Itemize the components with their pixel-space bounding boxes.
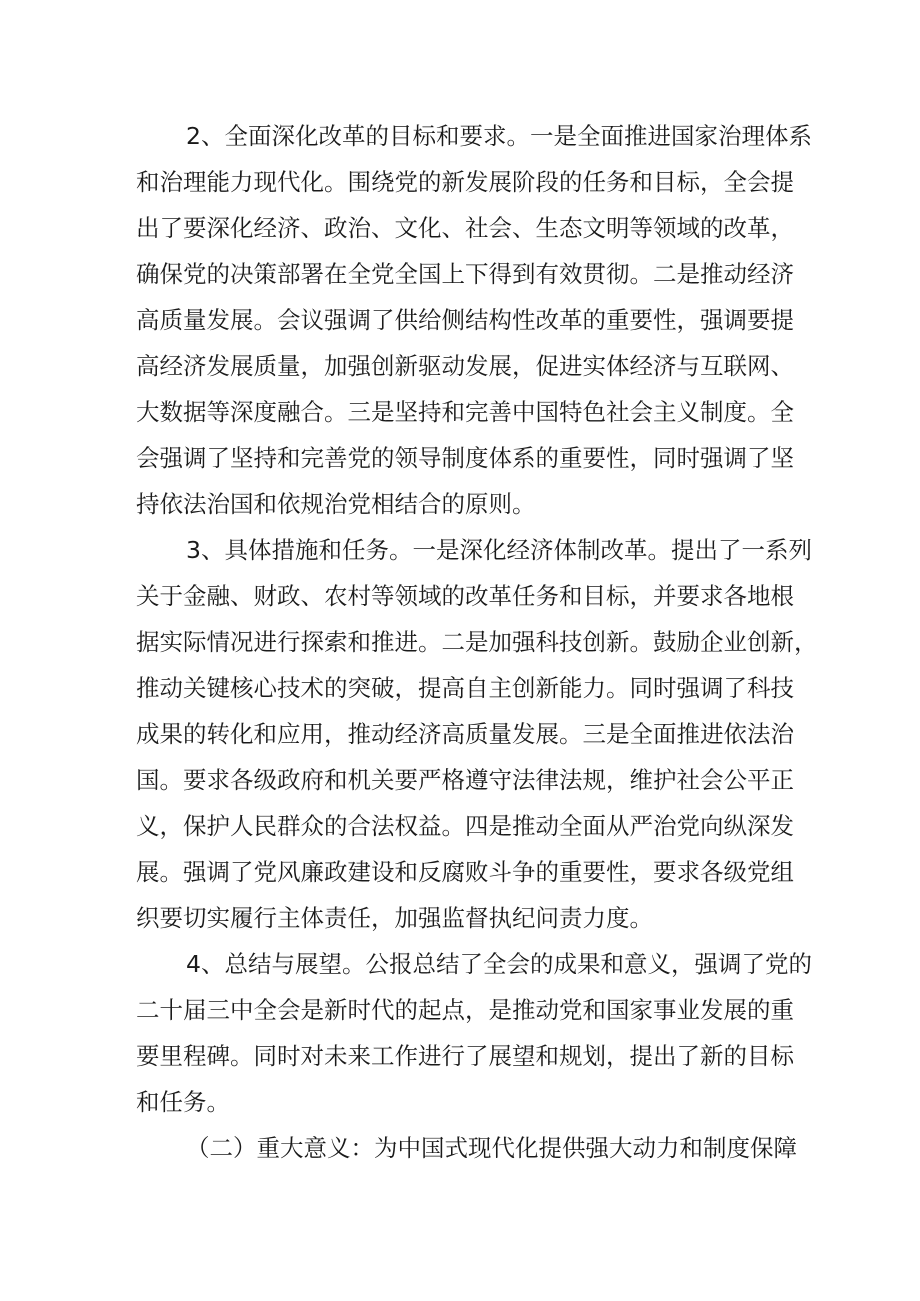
section-heading <box>136 1125 797 1171</box>
paragraph-summary-outlook <box>136 941 812 1125</box>
text-line: 大数据等深度融合。三是坚持和完善中国特色社会主义制度。全 <box>136 398 794 426</box>
text-line: 展。强调了党风廉政建设和反腐败斗争的重要性，要求各级党组 <box>136 858 794 886</box>
text-line: 和任务。 <box>136 1088 230 1116</box>
text-line: 织要切实履行主体责任，加强监督执纪问责力度。 <box>136 904 653 932</box>
text-line: 出了要深化经济、政治、文化、社会、生态文明等领域的改革， <box>136 214 794 242</box>
text-line: 高质量发展。会议强调了供给侧结构性改革的重要性，强调要提 <box>136 306 794 334</box>
paragraph-goals-requirements <box>136 113 812 527</box>
text-line: 会强调了坚持和完善党的领导制度体系的重要性，同时强调了坚 <box>136 444 794 472</box>
text-line: 要里程碑。同时对未来工作进行了展望和规划，提出了新的目标 <box>136 1042 794 1070</box>
text-line: 持依法治国和依规治党相结合的原则。 <box>136 490 536 518</box>
text-line: 据实际情况进行探索和推进。二是加强科技创新。鼓励企业创新， <box>136 628 818 656</box>
text-line: 2、全面深化改革的目标和要求。一是全面推进国家治理体系 <box>186 122 812 150</box>
text-line: 国。要求各级政府和机关要严格遵守法律法规，维护社会公平正 <box>136 766 794 794</box>
text-line: 4、总结与展望。公报总结了全会的成果和意义，强调了党的 <box>186 950 812 978</box>
text-line: 关于金融、财政、农村等领域的改革任务和目标，并要求各地根 <box>136 582 794 610</box>
paragraph-measures-tasks <box>136 527 818 941</box>
text-line: 二十届三中全会是新时代的起点，是推动党和国家事业发展的重 <box>136 996 794 1024</box>
text-line: 和治理能力现代化。围绕党的新发展阶段的任务和目标，全会提 <box>136 168 794 196</box>
text-line: 成果的转化和应用，推动经济高质量发展。三是全面推进依法治 <box>136 720 794 748</box>
text-line: 3、具体措施和任务。一是深化经济体制改革。提出了一系列 <box>186 536 812 564</box>
text-line: 确保党的决策部署在全党全国上下得到有效贯彻。二是推动经济 <box>136 260 794 288</box>
text-line: 推动关键核心技术的突破，提高自主创新能力。同时强调了科技 <box>136 674 794 702</box>
section-heading-text: （二）重大意义：为中国式现代化提供强大动力和制度保障 <box>186 1134 797 1162</box>
text-line: 高经济发展质量，加强创新驱动发展，促进实体经济与互联网、 <box>136 352 794 380</box>
text-line: 义，保护人民群众的合法权益。四是推动全面从严治党向纵深发 <box>136 812 794 840</box>
